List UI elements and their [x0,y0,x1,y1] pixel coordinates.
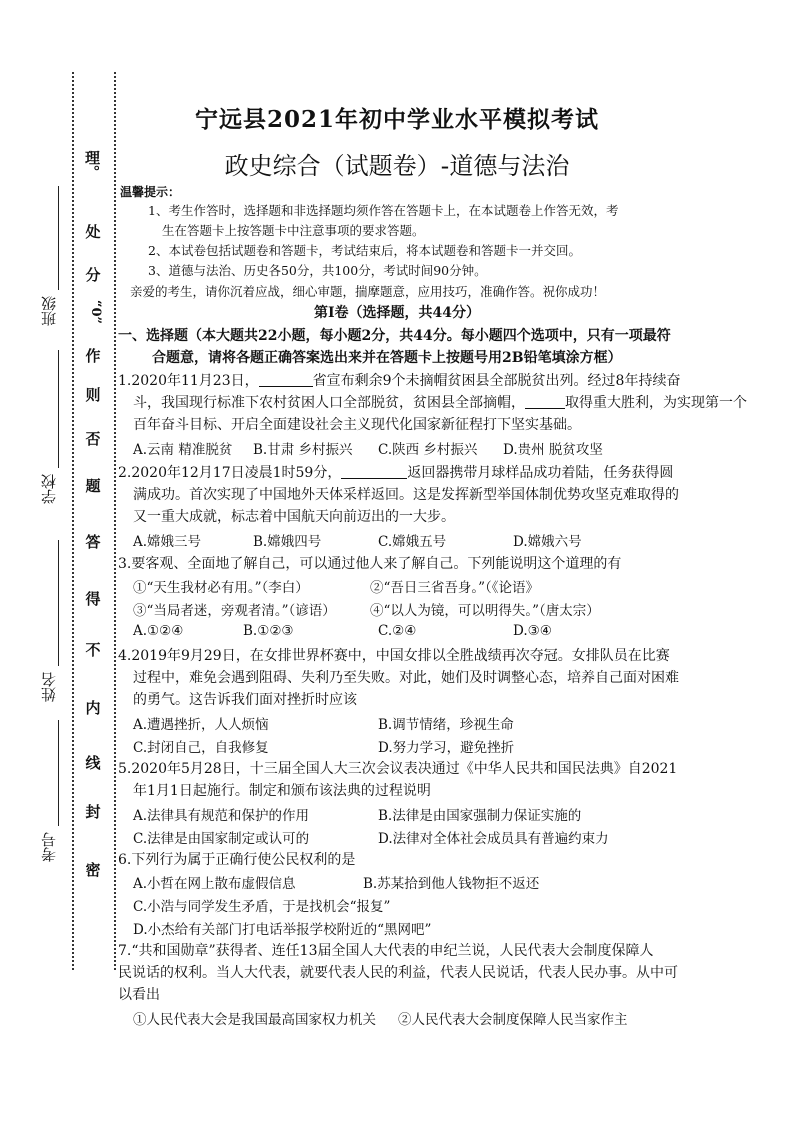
seal-dotted-line-outer [72,72,74,970]
tip-line-4: 3、道德与法治、历史各50分，共100分，考试时间90分钟。 [148,263,487,278]
q1-line-3: 百年奋斗目标、开启全面建设社会主义现代化国家新征程打下坚实基础。 [133,417,581,433]
seal-char-9: 答 [85,533,101,551]
q3-statement-4: ④“以人为镜，可以明得失。”（唐太宗） [370,603,600,619]
tip-line-2: 生在答题卡上按答题卡中注意事项的要求答题。 [162,223,425,238]
q5-line-1: 5.2020年5月28日，十三届全国人大三次会议表决通过《中华人民共和国民法典》自2021 [118,761,678,777]
tip-line-5: 亲爱的考生，请你沉着应战，细心审题，揣摩题意，应用技巧，准确作答。祝你成功！ [130,284,606,299]
q3-option-d[interactable]: D.③④ [513,623,552,639]
q1-option-c[interactable]: C.陕西 乡村振兴 [378,442,478,458]
q2-blank-1 [341,464,407,479]
seal-char-7: 否 [85,430,101,448]
q2-option-d[interactable]: D.嫦娥六号 [513,534,582,550]
q2-line-2: 满成功。首次实现了中国地外天体采样返回。这是发挥新型举国体制优势攻坚克难取得的 [133,487,679,503]
q1-line-1 [118,370,680,392]
section-instruction-1: 一、选择题（本大题共22小题，每小题2分，共44分。每小题四个选项中，只有一项最符 [118,328,671,344]
seal-char-6: 则 [85,386,101,404]
q1-text-d: 取得重大胜利，为实现第一个 [565,395,747,411]
q1-text-a: 1.2020年11月23日， [118,373,259,389]
q1-option-b[interactable]: B.甘肃 乡村振兴 [253,442,353,458]
q6-option-d[interactable]: D.小杰给有关部门打电话举报学校附近的“黑网吧” [133,922,432,938]
seal-char-8: 题 [85,477,101,495]
exam-subtitle: 政史综合（试题卷）-道德与法治 [224,152,570,180]
school-field[interactable] [58,350,59,468]
q6-option-c[interactable]: C.小浩与同学发生矛盾，于是找机会“报复” [133,899,391,915]
school-label: 学校 [40,474,58,504]
q7-statement-1: ①人民代表大会是我国最高国家权力机关 [133,1012,376,1028]
q5-option-c[interactable]: C.法律是由国家制定或认可的 [133,831,310,847]
tip-line-1: 1、考生作答时，选择题和非选择题均须作答在答题卡上，在本试题卷上作答无效，考 [148,203,619,218]
q3-option-c[interactable]: C.②④ [378,623,417,639]
seal-char-11: 不 [85,641,101,659]
q3-stem: 3.要客观、全面地了解自己，可以通过他人来了解自己。下列能说明这个道理的有 [118,556,622,572]
seal-char-10: 得 [85,590,101,608]
seal-char-12: 内 [85,699,101,717]
q7-line-3: 以看出 [118,987,160,1003]
q4-line-1: 4.2019年9月29日，在女排世界杯赛中，中国女排以全胜战绩再次夺冠。女排队员在比赛 [118,648,670,664]
seal-char-2: 处 [85,223,101,241]
q3-statement-2: ②“吾日三省吾身。”（《论语》 [370,580,540,596]
seal-char-5: 作 [85,347,101,365]
q6-option-b[interactable]: B.苏某拾到他人钱物拒不返还 [363,876,540,892]
q2-option-a[interactable]: A.嫦娥三号 [133,534,202,550]
q3-option-b[interactable]: B.①②③ [243,623,294,639]
seal-char-4: “0” [88,300,103,325]
q6-option-a[interactable]: A.小哲在网上散布虚假信息 [133,876,296,892]
exam-title: 宁远县2021年初中学业水平模拟考试 [194,106,599,133]
q7-line-1: 7.“共和国勋章”获得者、连任13届全国人大代表的申纪兰说，人民代表大会制度保障人 [118,943,654,959]
q2-text-b: 返回器携带月球样品成功着陆，任务获得圆 [407,465,674,481]
exam-number-field[interactable] [58,720,59,826]
q6-stem: 6.下列行为属于正确行使公民权利的是 [118,852,356,868]
q3-statement-1: ①“天生我材必有用。”（李白） [133,580,309,596]
q4-option-b[interactable]: B.调节情绪，珍视生命 [378,717,514,733]
q4-option-d[interactable]: D.努力学习，避免挫折 [378,740,515,756]
name-label: 姓名 [40,672,58,702]
class-label: 班级 [40,296,58,326]
class-field[interactable] [58,186,59,290]
q1-text-b: 省宣布剩余9个未摘帽贫困县全部脱贫出列。经过8年持续奋 [312,373,681,389]
seal-char-14: 封 [85,803,101,821]
q1-blank-2 [525,394,565,409]
section-title: 第Ⅰ卷（选择题，共44分） [313,305,481,321]
q1-blank-1 [259,372,313,387]
seal-dotted-line-inner [114,72,116,970]
q1-option-a[interactable]: A.云南 精准脱贫 [133,442,233,458]
q1-line-2 [133,392,747,414]
q7-statement-2: ②人民代表大会制度保障人民当家作主 [398,1012,628,1028]
q5-option-a[interactable]: A.法律具有规范和保护的作用 [133,808,310,824]
seal-char-1: 理。 [83,150,101,180]
q3-statement-3: ③“当局者迷，旁观者清。”（谚语） [133,603,336,619]
seal-char-3: 分 [85,266,101,284]
q4-option-a[interactable]: A.遭遇挫折，人人烦恼 [133,717,269,733]
q2-line-1 [118,462,673,484]
q7-line-2: 民说话的权利。当人大代表，就要代表人民的利益，代表人民说话，代表人民办事。从中可 [118,965,678,981]
section-instruction-2: 合题意，请将各题正确答案选出来并在答题卡上按题号用2B铅笔填涂方框） [152,350,622,366]
name-field[interactable] [58,540,59,666]
q2-text-a: 2.2020年12月17日凌晨1时59分， [118,465,342,481]
q3-option-a[interactable]: A.①②④ [133,623,184,639]
seal-char-15: 密 [85,861,101,879]
seal-char-13: 线 [85,754,101,772]
q4-line-3: 的勇气。这告诉我们面对挫折时应该 [133,692,357,708]
tips-heading: 温馨提示： [120,185,181,199]
tip-line-3: 2、本试卷包括试题卷和答题卡，考试结束后，将本试题卷和答题卡一并交回。 [148,243,581,258]
q1-text-c: 斗，我国现行标准下农村贫困人口全部脱贫，贫困县全部摘帽， [133,395,525,411]
q2-option-c[interactable]: C.嫦娥五号 [378,534,447,550]
q1-option-d[interactable]: D.贵州 脱贫攻坚 [503,442,603,458]
exam-number-label: 考号 [40,832,58,862]
q4-line-2: 过程中，难免会遇到阻碍、失利乃至失败。对此，她们及时调整心态，培养自己面对困难 [133,670,679,686]
q2-option-b[interactable]: B.嫦娥四号 [253,534,322,550]
q5-option-b[interactable]: B.法律是由国家强制力保证实施的 [378,808,582,824]
q2-line-3: 又一重大成就，标志着中国航天向前迈出的一大步。 [133,509,455,525]
q5-line-2: 年1月1日起施行。制定和颁布该法典的过程说明 [133,783,431,799]
q5-option-d[interactable]: D.法律对全体社会成员具有普遍约束力 [378,831,609,847]
q4-option-c[interactable]: C.封闭自己，自我修复 [133,740,269,756]
